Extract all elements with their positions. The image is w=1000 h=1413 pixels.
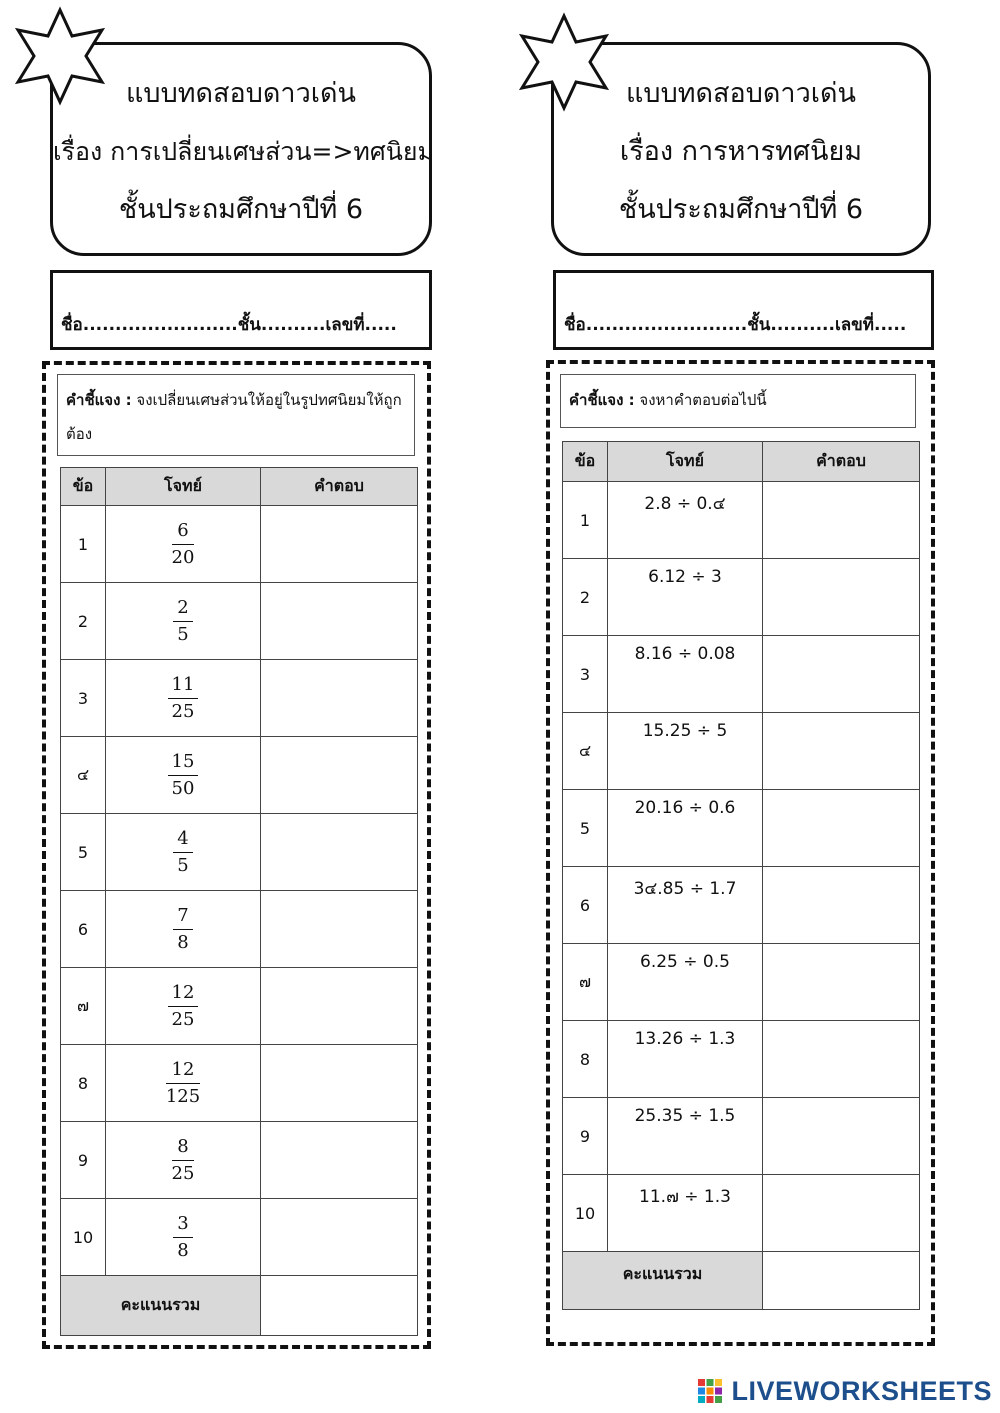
fraction [168, 982, 199, 1031]
left-instruction-box [57, 374, 415, 456]
fraction-numerator: 6 [172, 520, 195, 545]
fraction-numerator: 12 [168, 982, 199, 1007]
fraction-denominator: 5 [177, 854, 189, 876]
fraction-numerator: 12 [166, 1059, 200, 1084]
left-row-fraction [106, 891, 261, 968]
left-answer-cell[interactable] [261, 737, 418, 814]
right-star-icon [512, 12, 616, 112]
left-question-table [60, 467, 418, 1336]
left-row-number: ๗ [61, 968, 106, 1045]
right-total-label: คะแนนรวม [563, 1252, 763, 1310]
left-row-number: ๔ [61, 737, 106, 814]
fraction [173, 597, 192, 646]
fraction-numerator: 15 [168, 751, 199, 776]
fraction-denominator: 25 [171, 1008, 195, 1030]
fraction-denominator: 20 [171, 546, 195, 568]
liveworksheets-logo-icon [697, 1378, 723, 1404]
right-answer-cell[interactable] [763, 559, 920, 636]
left-row-number: 2 [61, 583, 106, 660]
right-row-problem: 25.35 ÷ 1.5 [608, 1098, 763, 1175]
left-title-line2: เรื่อง การเปลี่ยนเศษส่วน=>ทศนิยม [53, 137, 434, 166]
right-answer-cell[interactable] [763, 482, 920, 559]
right-table-row [563, 636, 920, 713]
fraction [173, 905, 192, 954]
left-table-row [61, 1045, 418, 1122]
fraction [172, 520, 195, 569]
fraction-denominator: 5 [177, 623, 189, 645]
left-header-no: ข้อ [61, 468, 106, 506]
right-answer-cell[interactable] [763, 1175, 920, 1252]
left-header-problem: โจทย์ [106, 468, 261, 506]
left-table-row [61, 1199, 418, 1276]
left-answer-cell[interactable] [261, 1199, 418, 1276]
fraction-denominator: 8 [177, 931, 189, 953]
right-title-line3: ชั้นประถมศึกษาปีที่ 6 [618, 194, 864, 225]
left-table-row [61, 660, 418, 737]
fraction-denominator: 25 [171, 700, 195, 722]
right-table-row [563, 1098, 920, 1175]
right-row-problem: 15.25 ÷ 5 [608, 713, 763, 790]
right-title-line1: แบบทดสอบดาวเด่น [626, 78, 856, 109]
left-row-number: 1 [61, 506, 106, 583]
left-row-fraction [106, 814, 261, 891]
right-answer-cell[interactable] [763, 790, 920, 867]
right-row-number: 2 [563, 559, 608, 636]
left-answer-cell[interactable] [261, 506, 418, 583]
left-row-fraction [106, 1045, 261, 1122]
left-instruction-label: คำชี้แจง : [66, 391, 132, 409]
fraction-numerator: 2 [173, 597, 192, 622]
fraction-numerator: 11 [168, 674, 199, 699]
left-title-line1: แบบทดสอบดาวเด่น [126, 78, 356, 109]
right-table-row [563, 944, 920, 1021]
left-total-row [61, 1276, 418, 1336]
left-table-row [61, 891, 418, 968]
left-table-row [61, 968, 418, 1045]
right-row-number: 8 [563, 1021, 608, 1098]
right-row-problem: 20.16 ÷ 0.6 [608, 790, 763, 867]
right-header-problem: โจทย์ [608, 442, 763, 482]
right-row-number: 3 [563, 636, 608, 713]
right-header-answer: คำตอบ [763, 442, 920, 482]
left-instruction-text: จงเปลี่ยนเศษส่วนให้อยู่ในรูปทศนิยมให้ถูกต้อง [66, 391, 402, 443]
left-row-number: 3 [61, 660, 106, 737]
fraction-denominator: 125 [165, 1085, 201, 1107]
right-row-number: 9 [563, 1098, 608, 1175]
right-table-row [563, 713, 920, 790]
right-instruction-text: จงหาคำตอบต่อไปนี้ [639, 391, 767, 409]
right-row-number: 1 [563, 482, 608, 559]
right-answer-cell[interactable] [763, 1021, 920, 1098]
left-row-fraction [106, 1199, 261, 1276]
left-row-fraction [106, 737, 261, 814]
right-row-problem: 2.8 ÷ 0.๔ [608, 482, 763, 559]
right-answer-cell[interactable] [763, 713, 920, 790]
left-table-row [61, 1122, 418, 1199]
right-name-box[interactable] [553, 270, 934, 350]
fraction [172, 1136, 195, 1185]
left-row-fraction [106, 583, 261, 660]
left-answer-cell[interactable] [261, 968, 418, 1045]
right-table-row [563, 1175, 920, 1252]
left-row-number: 9 [61, 1122, 106, 1199]
left-answer-cell[interactable] [261, 583, 418, 660]
right-row-problem: 6.12 ÷ 3 [608, 559, 763, 636]
left-name-box[interactable] [50, 270, 432, 350]
right-instruction-box [560, 374, 916, 428]
right-table-row [563, 482, 920, 559]
right-table-row [563, 1021, 920, 1098]
right-row-problem: 11.๗ ÷ 1.3 [608, 1175, 763, 1252]
fraction [168, 751, 199, 800]
right-row-number: 6 [563, 867, 608, 944]
fraction-denominator: 25 [171, 1162, 195, 1184]
left-row-number: 8 [61, 1045, 106, 1122]
left-star-icon [8, 6, 112, 106]
right-total-row [563, 1252, 920, 1310]
right-instruction-label: คำชี้แจง : [569, 391, 635, 409]
fraction [166, 1059, 200, 1108]
left-row-number: 10 [61, 1199, 106, 1276]
left-row-number: 6 [61, 891, 106, 968]
right-table-row [563, 867, 920, 944]
right-answer-cell[interactable] [763, 867, 920, 944]
left-table-row [61, 583, 418, 660]
fraction [168, 674, 199, 723]
brand-wordmark[interactable]: LIVEWORKSHEETS [731, 1376, 992, 1406]
left-answer-cell[interactable] [261, 891, 418, 968]
right-title-line2: เรื่อง การหารทศนิยม [619, 136, 863, 167]
right-row-problem: 8.16 ÷ 0.08 [608, 636, 763, 713]
left-title-line3: ชั้นประถมศึกษาปีที่ 6 [118, 194, 364, 225]
left-answer-cell[interactable] [261, 814, 418, 891]
right-question-table [562, 441, 920, 1310]
right-row-number: ๔ [563, 713, 608, 790]
fraction-denominator: 50 [171, 777, 195, 799]
left-table-row [61, 737, 418, 814]
right-table-row [563, 559, 920, 636]
right-name-line: ชื่อ.........................ชั้น..........เลขที่..... [564, 315, 907, 335]
left-row-fraction [106, 506, 261, 583]
right-row-problem: 3๔.85 ÷ 1.7 [608, 867, 763, 944]
right-answer-cell[interactable] [763, 944, 920, 1021]
left-row-fraction [106, 968, 261, 1045]
right-row-number: 5 [563, 790, 608, 867]
left-answer-cell[interactable] [261, 1045, 418, 1122]
right-row-number: 10 [563, 1175, 608, 1252]
right-header-no: ข้อ [563, 442, 608, 482]
left-row-fraction [106, 1122, 261, 1199]
right-answer-cell[interactable] [763, 1098, 920, 1175]
fraction-numerator: 4 [173, 828, 192, 853]
left-row-number: 5 [61, 814, 106, 891]
left-answer-cell[interactable] [261, 1122, 418, 1199]
left-table-row [61, 814, 418, 891]
right-answer-cell[interactable] [763, 636, 920, 713]
fraction-numerator: 3 [173, 1213, 192, 1238]
fraction [173, 1213, 192, 1262]
left-header-answer: คำตอบ [261, 468, 418, 506]
left-total-score-cell[interactable] [261, 1276, 418, 1336]
right-total-score-cell[interactable] [763, 1252, 920, 1310]
fraction-numerator: 7 [173, 905, 192, 930]
left-name-line: ชื่อ........................ชั้น..........เลขที่..... [61, 315, 397, 335]
left-answer-cell[interactable] [261, 660, 418, 737]
fraction-numerator: 8 [172, 1136, 195, 1161]
left-row-fraction [106, 660, 261, 737]
right-row-problem: 6.25 ÷ 0.5 [608, 944, 763, 1021]
left-total-label: คะแนนรวม [61, 1276, 261, 1336]
left-table-row [61, 506, 418, 583]
fraction-denominator: 8 [177, 1239, 189, 1261]
right-table-row [563, 790, 920, 867]
right-row-number: ๗ [563, 944, 608, 1021]
right-row-problem: 13.26 ÷ 1.3 [608, 1021, 763, 1098]
fraction [173, 828, 192, 877]
